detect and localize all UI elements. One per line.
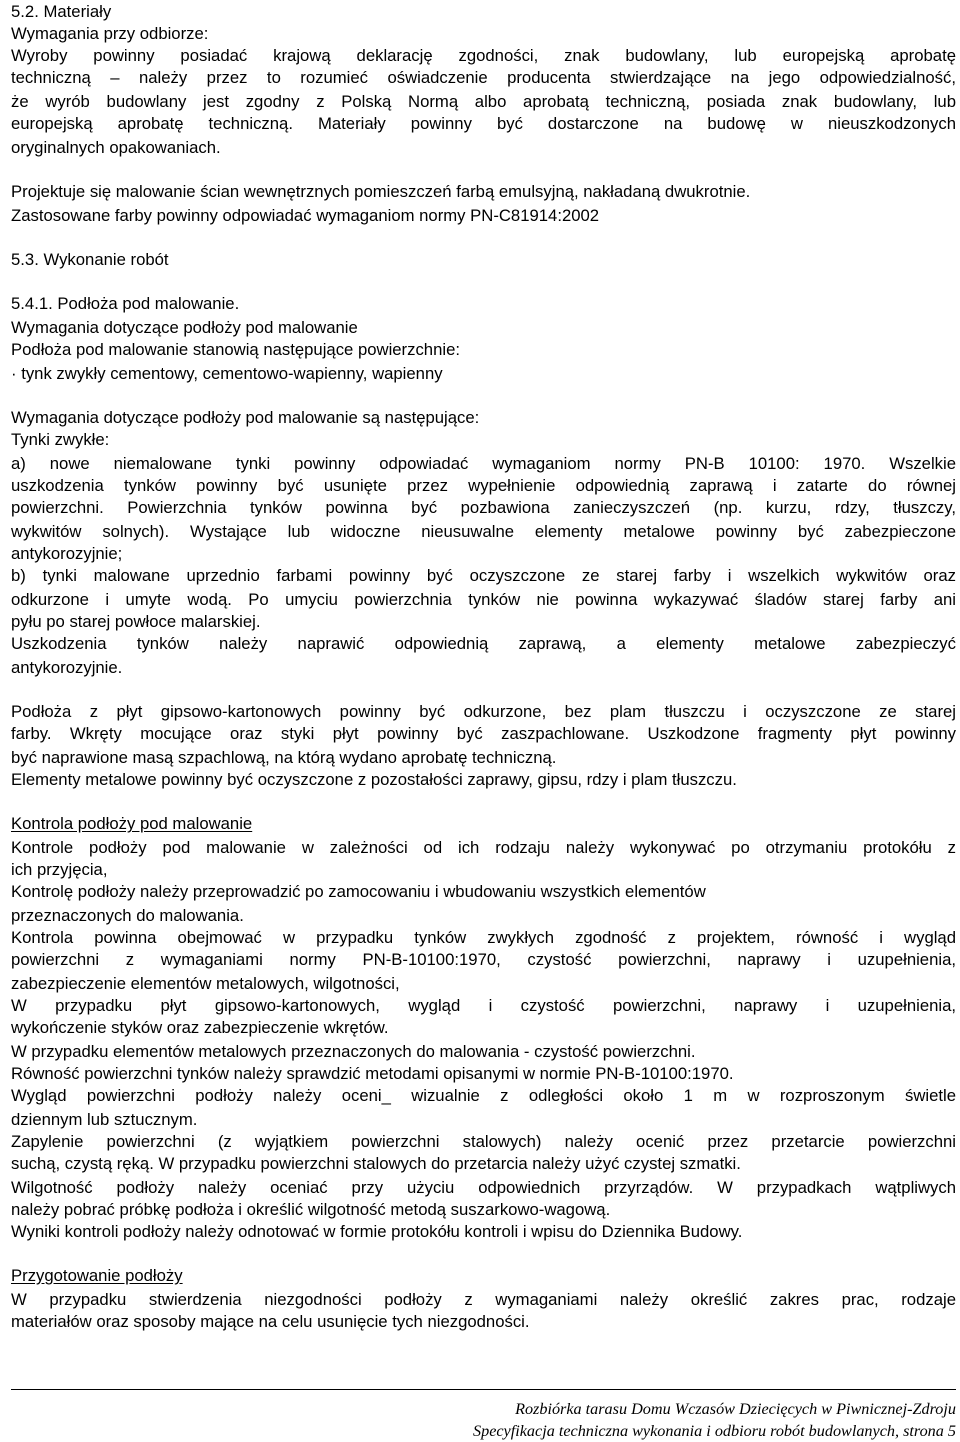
text-line: Uszkodzenia tynków należy naprawić odpowiednią zaprawą, a elementy metalowe zabezpieczyć [11,634,956,653]
text-line: Projektuje się malowanie ścian wewnętrznych pomieszczeń farbą emulsyjną, nakładaną dwukrotnie. [11,182,751,201]
text-line: b) tynki malowane uprzednio farbami powinny być oczyszczone ze starej farby i wszelkich wykwitów oraz [11,566,956,585]
text-line: powierzchni z wymaganiami normy PN-B-10100:1970, czystość powierzchni, naprawy i uzupełnienia, [11,950,956,969]
text-line: że wyrób budowlany jest zgodny z Polską Normą albo aprobatą techniczną, posiada znak budowlany, lub [11,92,956,111]
text-line: europejską aprobatę techniczną. Materiały powinny być dostarczone na budowę w nieuszkodzonych [11,114,956,133]
text-line: Wymagania dotyczące podłoży pod malowanie [11,318,358,337]
text-line: · tynk zwykły cementowy, cementowo-wapienny, wapienny [11,364,443,383]
text-line: uszkodzenia tynków powinny być usunięte przez wypełnienie odpowiednią zaprawą i zatarte do równej [11,476,956,495]
text-line: W przypadku stwierdzenia niezgodności podłoży z wymaganiami należy określić zakres prac, rodzaje [11,1290,956,1309]
text-line: Wyroby powinny posiadać krajową deklarację zgodności, znak budowlany, lub europejską aprobatę [11,46,956,65]
text-line: dziennym lub sztucznym. [11,1110,198,1129]
text-line: techniczną – należy przez to rozumieć oświadczenie producenta stwierdzające na jego odpowiedzialność, [11,68,956,87]
text-line: Kontrole podłoży pod malowanie w zależności od ich rodzaju należy wykonywać po otrzymaniu protokółu z [11,838,956,857]
footer-divider [11,1389,956,1390]
text-line: być naprawione masą szpachlową, na którą wydano aprobatę techniczną. [11,748,557,767]
text-line: wykwitów solnych). Wystające lub widoczne nieusuwalne elementy metalowe powinny być zabezpieczone [11,522,956,541]
footer-page-info: Specyfikacja techniczna wykonania i odbioru robót budowlanych, strona 5 [473,1422,956,1440]
text-line: Podłoża pod malowanie stanowią następujące powierzchnie: [11,340,460,359]
text-line: powierzchni. Powierzchnia tynków powinna być pozbawiona zanieczyszczeń (np. kurzu, rdzy, tłuszczy, [11,498,956,517]
text-line: pyłu po starej powłoce malarskiej. [11,612,261,631]
text-line: Kontrola powinna obejmować w przypadku tynków zwykłych zgodność z projektem, równość i wygląd [11,928,956,947]
text-line: Elementy metalowe powinny być oczyszczone z pozostałości zaprawy, gipsu, rdzy i plam tłuszczu. [11,770,737,789]
section-heading: Przygotowanie podłoży [11,1266,183,1285]
text-line: Tynki zwykłe: [11,430,110,449]
text-line: Podłoża z płyt gipsowo-kartonowych powinny być odkurzone, bez plam tłuszczu i oczyszczone ze starej [11,702,956,721]
section-heading: Kontrola podłoży pod malowanie [11,814,253,833]
text-line: ich przyjęcia, [11,860,108,879]
text-line: W przypadku płyt gipsowo-kartonowych, wygląd i czystość powierzchni, naprawy i uzupełnienia, [11,996,956,1015]
footer-project-title: Rozbiórka tarasu Domu Wczasów Dziecięcych w Piwnicznej-Zdroju [515,1400,956,1418]
text-line: Zapylenie powierzchni (z wyjątkiem powierzchni stalowych) należy ocenić przez przetarcie powierzchni [11,1132,956,1151]
text-line: antykorozyjnie; [11,544,123,563]
text-line: antykorozyjnie. [11,658,123,677]
text-line: Wymagania przy odbiorze: [11,24,209,43]
text-line: Wyniki kontroli podłoży należy odnotować w formie protokółu kontroli i wpisu do Dziennika Budowy. [11,1222,743,1241]
text-line: oryginalnych opakowaniach. [11,138,221,157]
text-line: należy pobrać próbkę podłoża i określić wilgotność metodą suszarkowo-wagową. [11,1200,611,1219]
text-line: materiałów oraz sposoby mające na celu usunięcie tych niezgodności. [11,1312,530,1331]
text-line: Wymagania dotyczące podłoży pod malowanie są następujące: [11,408,480,427]
text-line: a) nowe niemalowane tynki powinny odpowiadać wymaganiom normy PN-B 10100: 1970. Wszelkie [11,454,956,473]
text-line: Wygląd powierzchni podłoży należy oceni_ wizualnie z odległości około 1 m w rozproszonym świetle [11,1086,956,1105]
text-line: zabezpieczenie elementów metalowych, wilgotności, [11,974,400,993]
text-line: przeznaczonych do malowania. [11,906,244,925]
text-line: Wilgotność podłoży należy oceniać przy użyciu odpowiednich przyrządów. W przypadkach wątpliwych [11,1178,956,1197]
text-line: 5.2. Materiały [11,2,112,21]
text-line: Równość powierzchni tynków należy sprawdzić metodami opisanymi w normie PN-B-10100:1970. [11,1064,734,1083]
text-line: wykończenie styków oraz zabezpieczenie wkrętów. [11,1018,389,1037]
text-line: W przypadku elementów metalowych przeznaczonych do malowania - czystość powierzchni. [11,1042,696,1061]
text-line: Zastosowane farby powinny odpowiadać wymaganiom normy PN-C81914:2002 [11,206,600,225]
text-line: farby. Wkręty mocujące oraz styki płyt powinny być zaszpachlowane. Uszkodzone fragmenty płyt powinny [11,724,956,743]
text-line: 5.4.1. Podłoża pod malowanie. [11,294,240,313]
text-line: suchą, czystą ręką. W przypadku powierzchni stalowych do przetarcia należy użyć czystej szmatki. [11,1154,741,1173]
text-line: odkurzone i umyte wodą. Po umyciu powierzchnia tynków nie powinna wykazywać śladów starej farby ani [11,590,956,609]
text-line: 5.3. Wykonanie robót [11,250,169,269]
text-line: Kontrolę podłoży należy przeprowadzić po zamocowaniu i wbudowaniu wszystkich elementów [11,882,706,901]
